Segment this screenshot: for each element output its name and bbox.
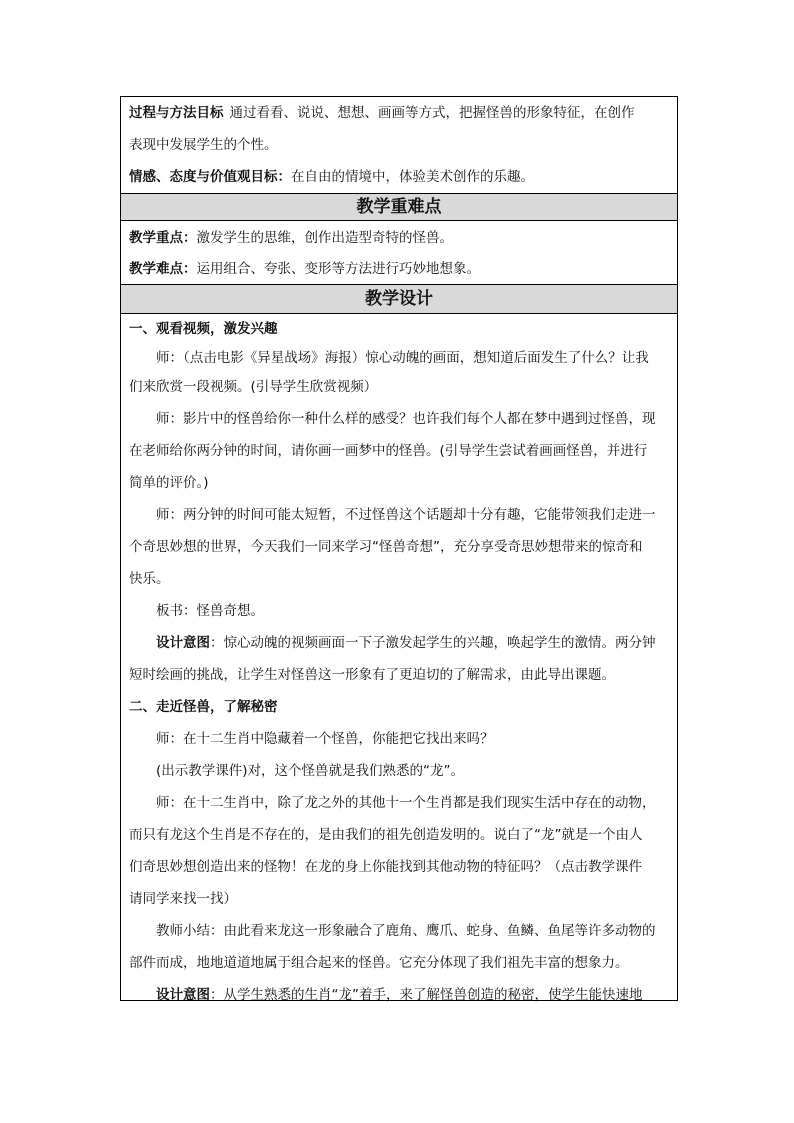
emotion-goal-text: 在自由的情境中，体验美术创作的乐趣。 [291,169,534,185]
paragraph-line: 们奇思妙想创造出来的怪物！在龙的身上你能找到其他动物的特征吗？（点击教学课件 [129,859,642,875]
paragraph-line: 在老师给你两分钟的时间，请你画一画梦中的怪兽。(引导学生尝试着画画怪兽，并进行 [129,443,648,459]
design-intent-label: 设计意图 [156,987,210,1003]
difficulty-label: 教学难点： [129,261,197,277]
goals-cell [121,97,677,194]
difficulty-line [129,254,669,284]
paragraph-line: 个奇思妙想的世界，今天我们一同来学习“怪兽奇想”，充分享受奇思妙想带来的惊奇和 [129,539,643,555]
section-2-title: 二、走近怪兽，了解秘密 [129,699,278,715]
paragraph-line: 而只有龙这个生肖是不存在的，是由我们的祖先创造发明的。说白了“龙”就是一个由人 [129,827,643,843]
paragraph-line: 部件而成，地地道道地属于组合起来的怪兽。它充分体现了我们祖先丰富的想象力。 [129,955,629,971]
process-goal-continuation: 表现中发展学生的个性。 [129,137,278,153]
paragraph-line: 请同学来找一找） [129,891,237,907]
paragraph-line: 短时绘画的挑战，让学生对怪兽这一形象有了更迫切的了解需求，由此导出课题。 [129,667,615,683]
focus-label: 教学重点： [129,230,197,246]
paragraph-line: 们来欣赏一段视频。(引导学生欣赏视频） [129,379,378,395]
design-intent-2 [129,981,669,1010]
design-header: 教学设计 [121,285,677,314]
focus-text: 激发学生的思维，创作出造型奇特的怪兽。 [196,230,453,246]
focus-line [129,223,669,254]
paragraph-line: 快乐。 [129,571,170,587]
process-goal-label: 过程与方法目标 [129,105,224,121]
difficulty-text: 运用组合、夸张、变形等方法进行巧妙地想象。 [196,261,480,277]
process-goal-line [129,98,669,129]
paragraph-line: (出示教学课件)对，这个怪兽就是我们熟悉的“龙”。 [156,763,465,779]
paragraph-line: 师：两分钟的时间可能太短暂，不过怪兽这个话题却十分有趣，它能带领我们走进一 [156,507,656,523]
lesson-plan-table [120,96,678,1001]
design-cell [121,314,677,1003]
section-1-title: 一、观看视频，激发兴趣 [129,321,278,337]
design-intent-text: ：从学生熟悉的生肖“龙”着手，来了解怪兽创造的秘密，使学生能快速地 [210,987,643,1003]
paragraph-line: 简单的评价。) [129,475,209,491]
emotion-goal-line [129,161,669,193]
key-points-cell [121,221,677,285]
process-goal-text: 通过看看、说说、想想、画画等方式，把握怪兽的形象特征，在创作 [229,105,635,121]
design-intent-1 [129,629,669,658]
design-intent-label: 设计意图 [156,635,210,651]
paragraph-line: 教师小结：由此看来龙这一形象融合了鹿角、鹰爪、蛇身、鱼鳞、鱼尾等许多动物的 [156,923,656,939]
paragraph-line: 板书：怪兽奇想。 [156,603,264,619]
paragraph-line: 师：影片中的怪兽给你一种什么样的感受？也许我们每个人都在梦中遇到过怪兽，现 [156,411,656,427]
key-points-header: 教学重难点 [121,194,677,221]
emotion-goal-label: 情感、态度与价值观目标： [129,169,291,185]
paragraph-line: 师：（点击电影《异星战场》海报）惊心动魄的画面，想知道后面发生了什么？让我 [156,350,649,366]
paragraph-line: 师：在十二生肖中，除了龙之外的其他十一个生肖都是我们现实生活中存在的动物， [156,795,656,811]
paragraph-line: 师：在十二生肖中隐藏着一个怪兽，你能把它找出来吗？ [156,731,494,747]
design-intent-text: ：惊心动魄的视频画面一下子激发起学生的兴趣，唤起学生的激情。两分钟 [210,635,656,651]
